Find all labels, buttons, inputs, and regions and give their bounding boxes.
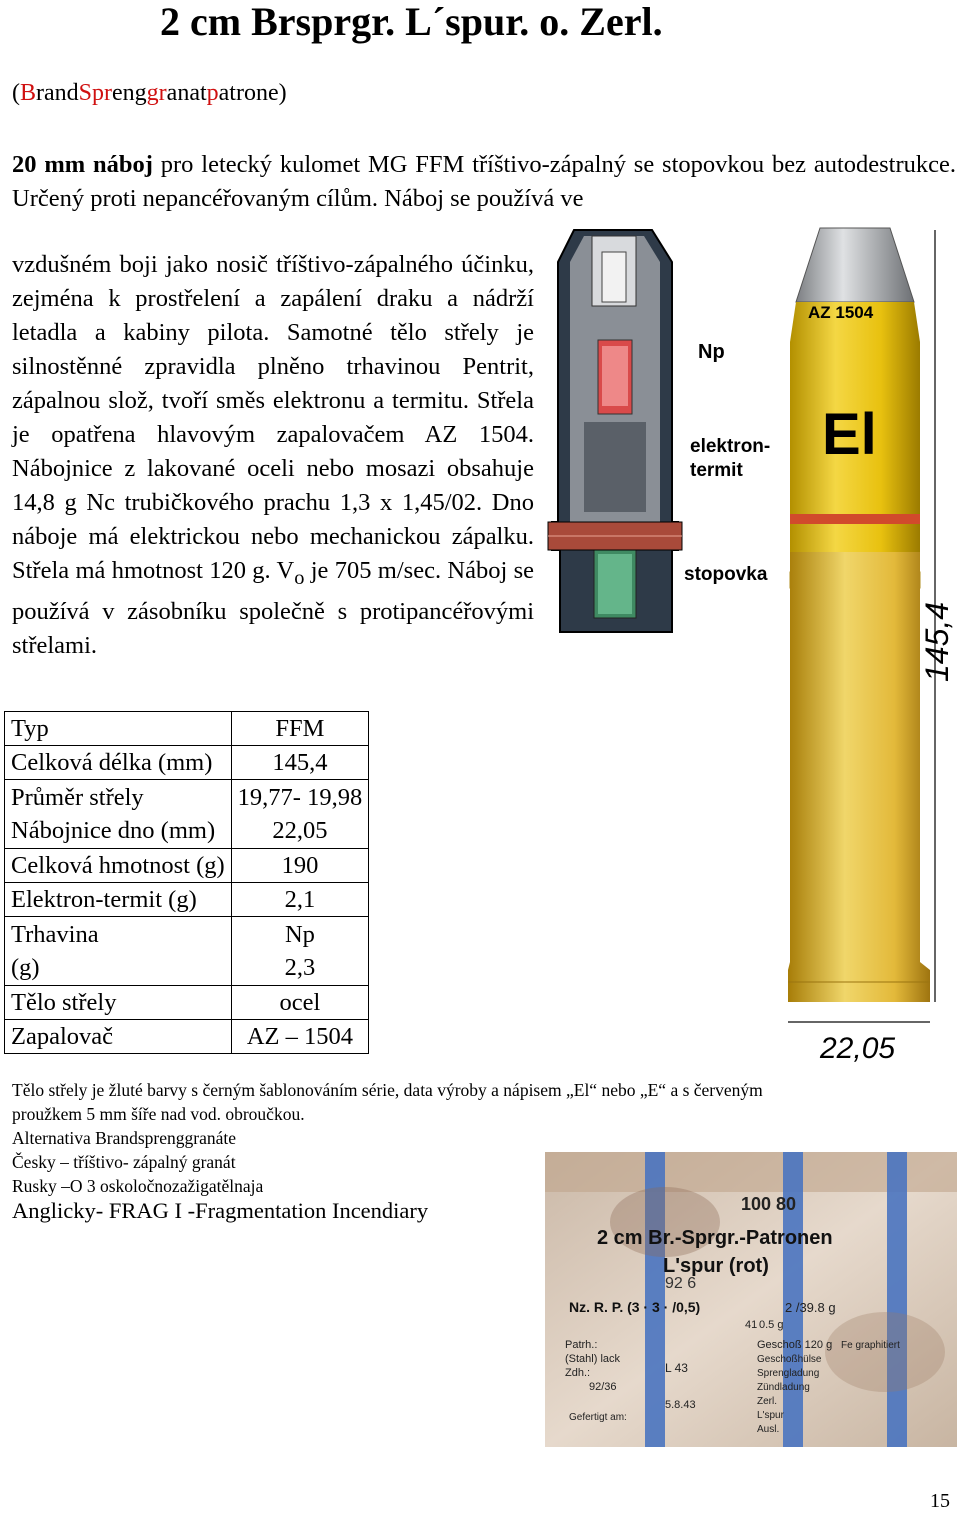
table-row: Celková hmotnost (g) 190 <box>5 849 369 883</box>
footer-note-2: proužkem 5 mm šíře nad vod. obroučkou. <box>12 1104 305 1124</box>
label-num-2: 5.8.43 <box>665 1399 696 1411</box>
label-zdh: Zdh.: <box>565 1367 591 1379</box>
fuze-label: AZ 1504 <box>808 303 874 322</box>
description-paragraph: vzdušném boji jako nosič tříštivo-zápalného účinku, zejména k prostřelení a zapálení draku a nádrží letadla a kabiny pilota. Samotné tělo střely je silnostěnné zpravidla plněno trhavinou Pentrit, zápalnou slož, tvoří směs elektronu a termitu. Střela je opatřena hlavovým zapalovačem AZ 1504. Nábojnice z lakované oceli nebo mosazi obsahuje 14,8 g Nc trubičkového prachu 1,3 x 1,45/02. Dno náboje má elektrickou nebo mechanickou zápalku. Střela má hmotnost 120 g. $V_o$ je 705 m/sec. Náboj se používá v zásobníku společně s protipancéřovými střelami. <box>12 251 534 659</box>
tracer-label: stopovka <box>684 564 768 585</box>
el-label-2: termit <box>690 460 743 481</box>
label-patrh: Patrh.: <box>565 1339 598 1351</box>
page-title: 2 cm Brsprgr. L´spur. o. Zerl. <box>160 0 663 44</box>
table-row: Průměr střely Nábojnice dno (mm) 19,77- 19,98 22,05 <box>5 780 369 849</box>
label-powder: Nz. R. P. (3 · 3 · /0,5) <box>569 1299 701 1315</box>
label-geschoss: Geschoß 120 g <box>757 1339 833 1351</box>
intro-paragraph: 20 mm náboj pro letecký kulomet MG FFM tříštivo-zápalný se stopovkou bez autodestrukce. Určený proti nepancéřovaným cílům. Náboj se používá ve <box>12 151 956 212</box>
cutaway-diagram <box>540 222 690 662</box>
english-name: Anglicky- FRAG I -Fragmentation Incendiary <box>12 1198 429 1223</box>
label-fe: Fe graphitiert <box>841 1340 900 1351</box>
el-marking: El <box>822 402 877 467</box>
label-gefertigt: Gefertigt am: <box>569 1412 627 1423</box>
cartridge-drawing <box>780 222 960 1062</box>
label-ausl: Ausl. <box>757 1424 780 1435</box>
russian-name: Rusky –O 3 oskoločnozažigatělnaja <box>12 1176 264 1196</box>
specs-table <box>4 711 369 1054</box>
label-num-1: 92/36 <box>589 1381 617 1393</box>
footer-note-1: Tělo střely je žluté barvy s černým šablonováním série, data výroby a nápisem „El“ nebo „E“ a s červeným <box>12 1080 763 1100</box>
np-label: Np <box>698 341 725 363</box>
label-title: 2 cm Br.-Sprgr.-Patronen <box>597 1227 833 1249</box>
label-zerl: Zerl. <box>757 1396 777 1407</box>
table-row: Tělo střely ocel <box>5 986 369 1020</box>
alt-name: Alternativa Brandsprenggranáte <box>12 1128 237 1148</box>
subtitle: (BrandSprenggranatpatrone) <box>12 80 287 106</box>
length-dimension: 145,4 <box>919 601 955 682</box>
table-row: Zapalovač AZ – 1504 <box>5 1020 369 1054</box>
packaging-label-photo <box>545 1152 957 1447</box>
table-row: Trhavina (g) Np 2,3 <box>5 917 369 986</box>
czech-name: Česky – tříštivo- zápalný granát <box>12 1152 236 1172</box>
diameter-dimension: 22,05 <box>820 1032 896 1062</box>
label-count: 100 80 <box>741 1194 797 1214</box>
diagram-callouts <box>680 330 790 590</box>
label-zdh-value: L 43 <box>665 1361 688 1375</box>
label-huelse: Geschoßhülse <box>757 1354 822 1365</box>
label-value-2: 41 <box>745 1319 758 1331</box>
label-zuend: Zündladung <box>757 1382 810 1393</box>
label-spreng: Sprengladung <box>757 1368 820 1379</box>
label-lspur: L'spur <box>757 1410 784 1421</box>
table-row: Elektron-termit (g) 2,1 <box>5 883 369 917</box>
el-label-1: elektron- <box>690 436 771 457</box>
label-stahl: (Stahl) lack <box>565 1353 621 1365</box>
label-value-1: 2 /39.8 g <box>785 1300 836 1315</box>
page-number: 15 <box>930 1490 950 1512</box>
table-row: Typ FFM <box>5 712 369 746</box>
label-handwritten: 92 6 <box>665 1275 697 1292</box>
table-row: Celková délka (mm) 145,4 <box>5 746 369 780</box>
label-value-3: 0.5 g <box>759 1319 784 1331</box>
label-type: L'spur (rot) <box>663 1255 769 1277</box>
